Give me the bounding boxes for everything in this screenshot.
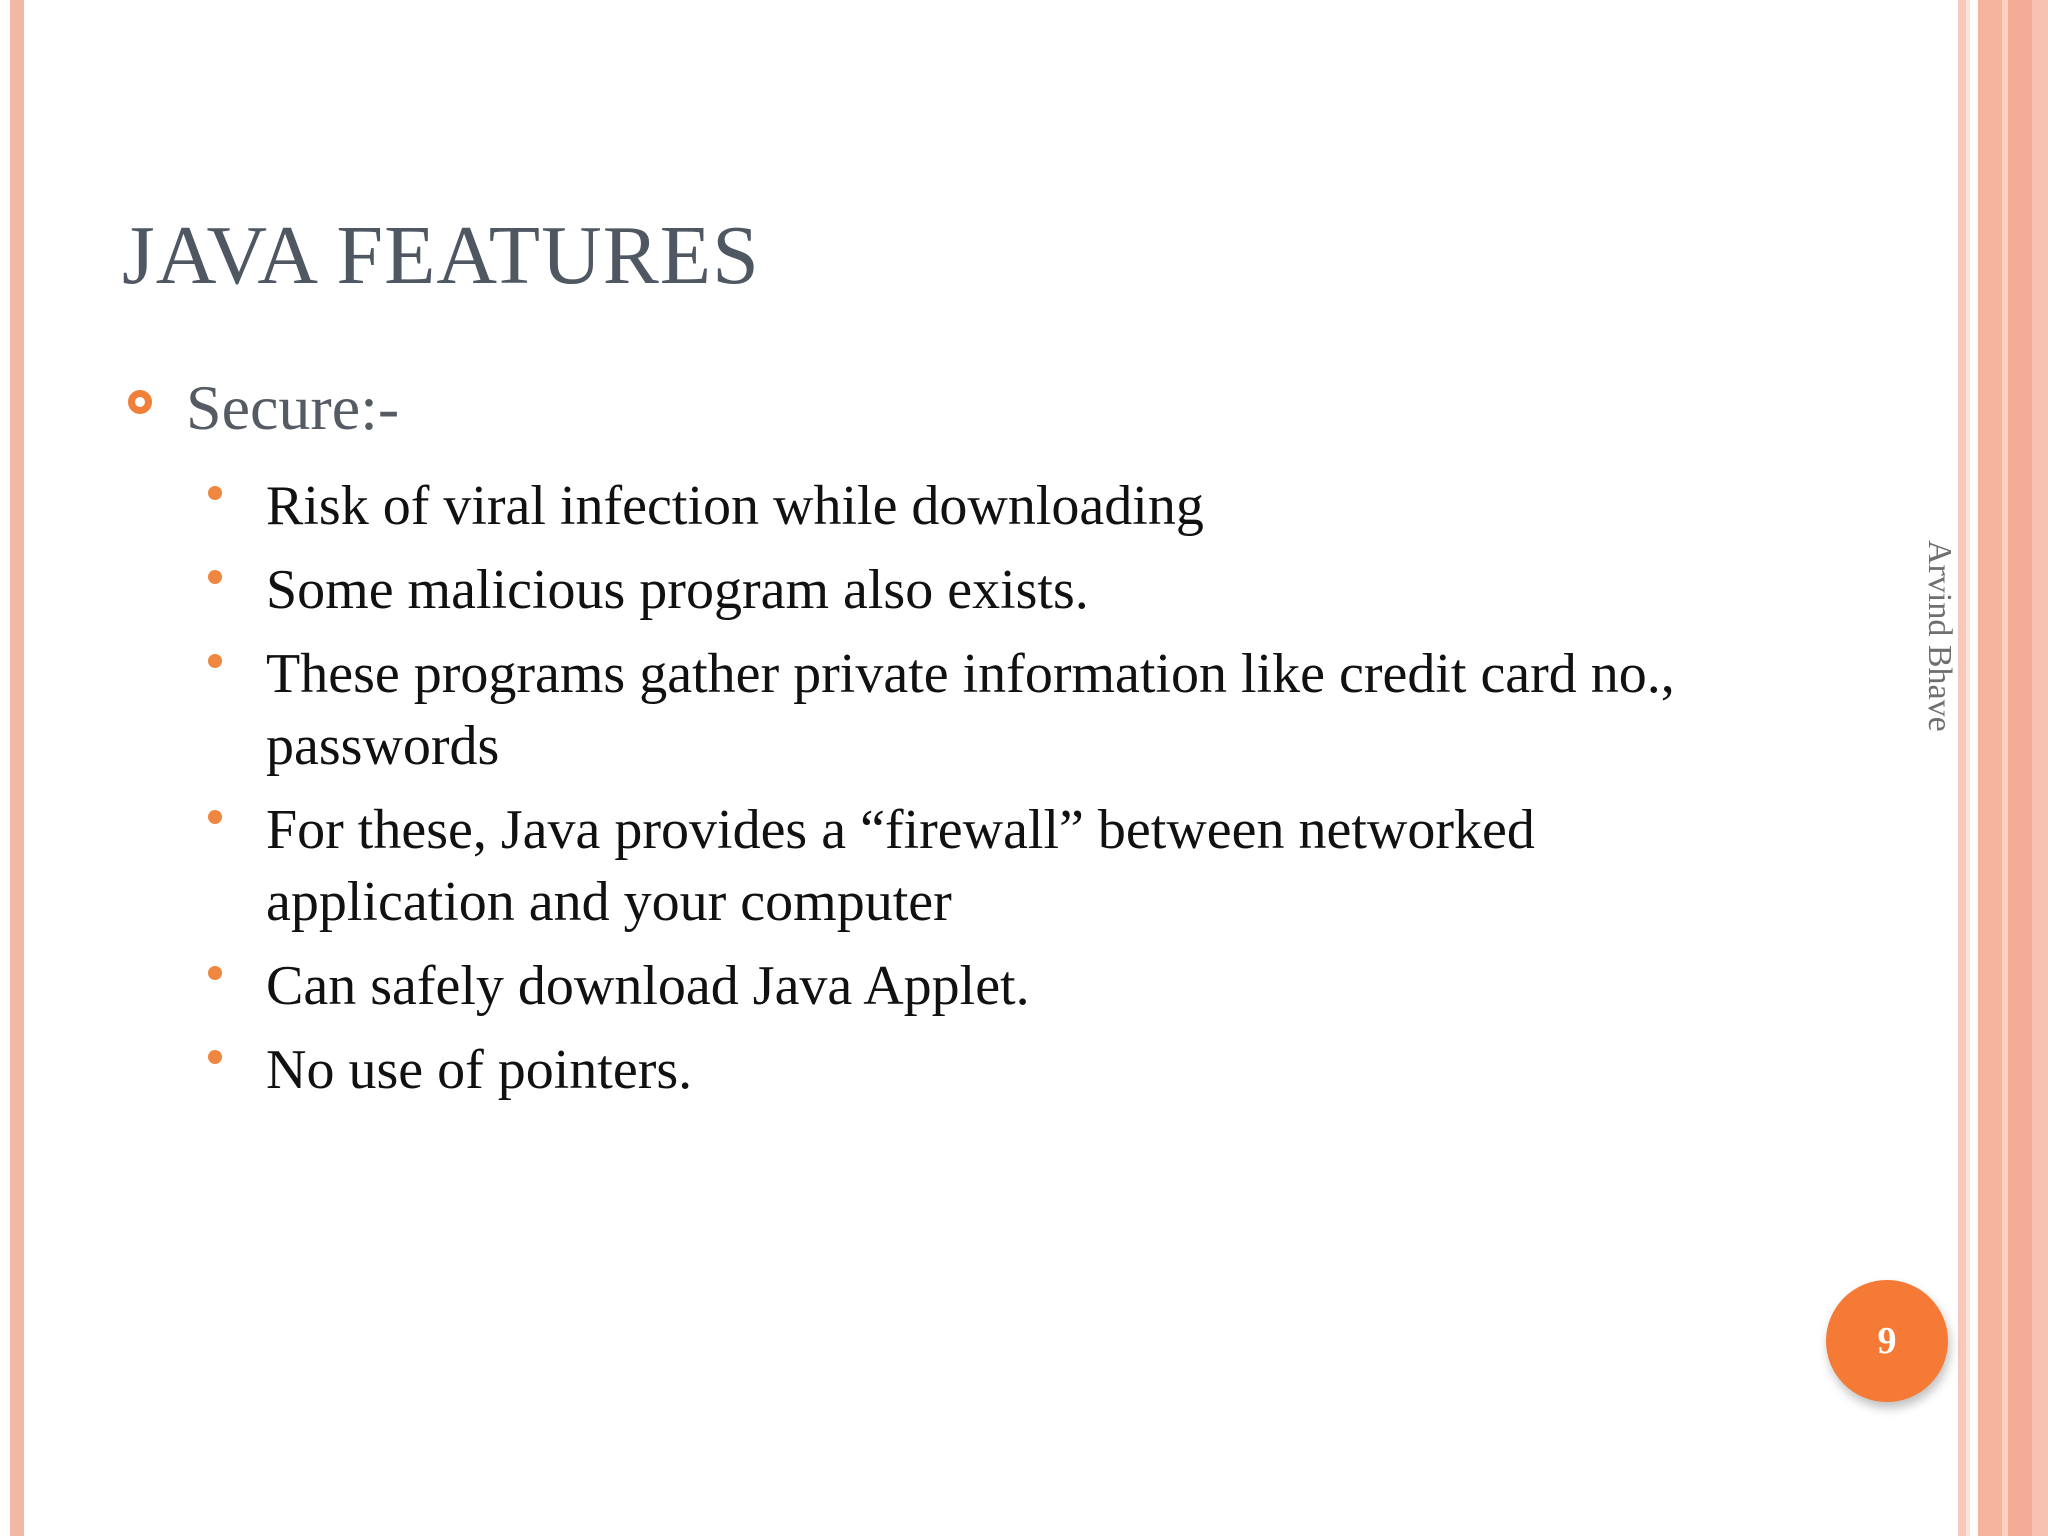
dot-bullet-icon — [208, 1050, 222, 1064]
slide-title: JAVA FEATURES — [122, 209, 760, 302]
bullet-item-text: Can safely download Java Applet. — [266, 955, 1030, 1017]
bullet-item-text: Some malicious program also exists. — [266, 559, 1089, 621]
left-decorative-stripe — [10, 0, 24, 1536]
bullet-item — [204, 638, 1704, 782]
ring-bullet-icon — [128, 390, 152, 414]
right-decorative-stripe — [1966, 0, 1970, 1536]
right-decorative-stripe — [2008, 0, 2032, 1536]
bullet-item-text: Risk of viral infection while downloading — [266, 475, 1204, 537]
bullet-item — [204, 470, 1704, 542]
bullet-item — [204, 1034, 1704, 1106]
dot-bullet-icon — [208, 966, 222, 980]
bullet-list — [204, 470, 1704, 1118]
page-number: 9 — [1877, 1320, 1897, 1362]
bullet-item-text: These programs gather private information like credit card no., passwords — [266, 643, 1675, 777]
bullet-heading-text: Secure:- — [186, 372, 400, 443]
dot-bullet-icon — [208, 654, 222, 668]
page-number-badge — [1826, 1280, 1948, 1402]
bullet-item — [204, 554, 1704, 626]
dot-bullet-icon — [208, 810, 222, 824]
right-decorative-stripe — [1958, 0, 1966, 1536]
bullet-item-text: No use of pointers. — [266, 1039, 693, 1101]
dot-bullet-icon — [208, 570, 222, 584]
right-decorative-stripe — [2032, 0, 2048, 1536]
bullet-item — [204, 950, 1704, 1022]
dot-bullet-icon — [208, 486, 222, 500]
bullet-item — [204, 794, 1704, 938]
bullet-item-text: For these, Java provides a “firewall” between networked application and your computer — [266, 799, 1535, 933]
author-name: Arvind Bhave — [1921, 540, 1958, 732]
right-decorative-stripe — [1978, 0, 2002, 1536]
